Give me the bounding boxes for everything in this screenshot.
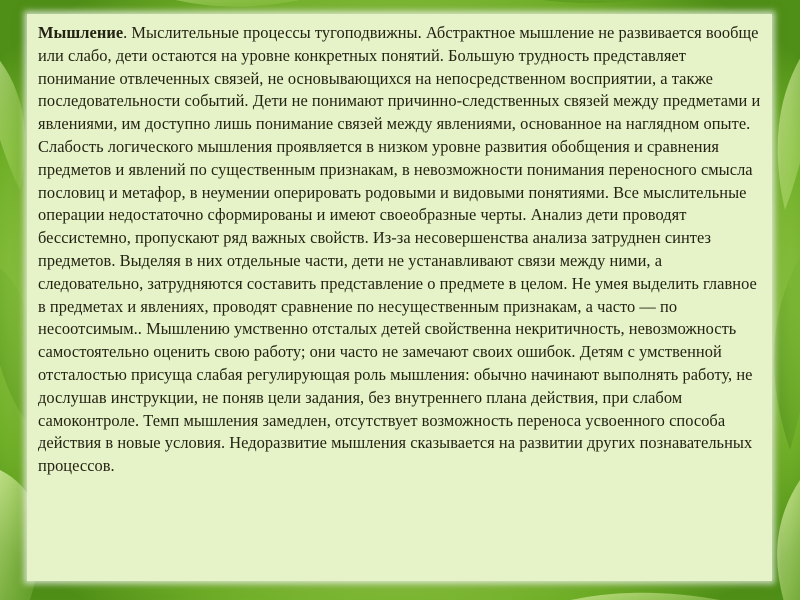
- text-content-panel: [27, 14, 772, 581]
- heading-word: Мышление: [38, 23, 124, 42]
- slide-body-text: [38, 22, 762, 478]
- body-paragraph: . Мыслительные процессы тугоподвижны. Абстрактное мышление не развивается вообще или слабо, дети остаются на уровне конкретных понятий. Большую трудность представляет понимание отвлеченных связей, не основывающихся на непосредственном восприятии, а также последовательности событий. Дети не понимают причинно-следственных связей между предметами и явлениями, им доступно лишь понимание связей между явлениями, основанное на наглядном опыте. Слабость логического мышления проявляется в низком уровне развития обобщения и сравнения предметов и явлений по существенным признакам, в невозможности понимания переносного смысла пословиц и метафор, в неумении оперировать родовыми и видовыми понятиями. Все мыслительные операции недостаточно сформированы и имеют своеобразные черты. Анализ дети проводят бессистемно, пропускают ряд важных свойств. Из-за несовершенства анализа затруднен синтез предметов. Выделяя в них отдельные части, дети не устанавливают связи между ними, а следовательно, затрудняются составить представление о предмете в целом. Не умея выделить главное в предметах и явлениях, проводят сравнение по несущественным признакам, а часто — по несоотсимым.. Мышлению умственно отсталых детей свойственна некритичность, невозможность самостоятельно оценить свою работу; они часто не замечают своих ошибок. Детям с умственной отсталостью присуща слабая регулирующая роль мышления: обычно начинают выполнять работу, не дослушав инструкции, не поняв цели задания, без внутреннего плана действия, при слабом самоконтроле. Темп мышления замедлен, отсутствует возможность переноса усвоенного способа действия в новые условия. Недоразвитие мышления сказывается на развитии других познавательных процессов.: [38, 23, 761, 476]
